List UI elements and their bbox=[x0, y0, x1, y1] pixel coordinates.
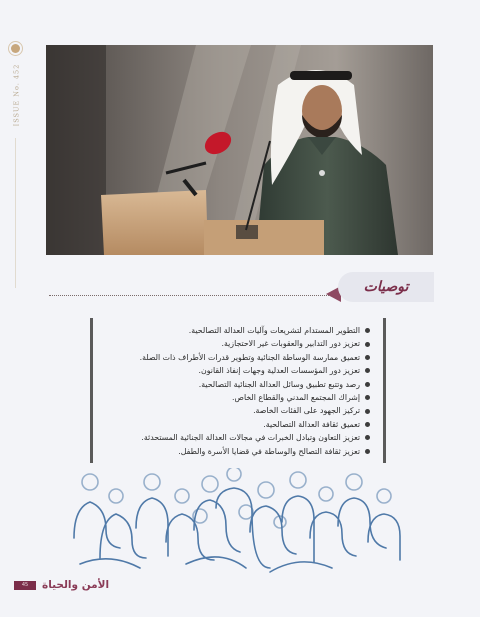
bullet-icon bbox=[365, 368, 370, 373]
speaker-photo bbox=[46, 45, 433, 255]
bullet-icon bbox=[365, 355, 370, 360]
bullet-icon bbox=[365, 422, 370, 427]
bullet-icon bbox=[365, 382, 370, 387]
heading-divider bbox=[49, 295, 329, 296]
bullet-icon bbox=[365, 342, 370, 347]
recommendations-list bbox=[108, 324, 370, 458]
list-item: تعميق ثقافة العدالة التصالحية. bbox=[108, 418, 370, 431]
section-heading bbox=[338, 272, 434, 302]
magazine-name: الأمن والحياة bbox=[42, 579, 110, 591]
bullet-icon bbox=[365, 328, 370, 333]
bullet-icon bbox=[365, 409, 370, 414]
box-right-bar bbox=[383, 318, 386, 463]
bullet-icon bbox=[365, 435, 370, 440]
box-left-bar bbox=[90, 318, 93, 463]
bullet-icon bbox=[365, 449, 370, 454]
recommendations-box bbox=[90, 318, 386, 463]
margin-divider bbox=[15, 138, 16, 288]
list-item: تعزيز دور المؤسسات العدلية وجهات إنفاذ القانون. bbox=[108, 364, 370, 377]
list-item: تركيز الجهود على الفئات الخاصة. bbox=[108, 404, 370, 417]
list-item: تعزيز التعاون وتبادل الخبرات في مجالات العدالة الجنائية المستحدثة. bbox=[108, 431, 370, 444]
list-item: إشراك المجتمع المدني والقطاع الخاص. bbox=[108, 391, 370, 404]
list-item: تعميق ممارسة الوساطة الجنائية وتطوير قدرات الأطراف ذات الصلة. bbox=[108, 351, 370, 364]
page-footer bbox=[14, 578, 109, 592]
list-item: تعزيز دور التدابير والعقوبات غير الاحتجازية. bbox=[108, 337, 370, 350]
list-item: التطوير المستدام لتشريعات وآليات العدالة التصالحية. bbox=[108, 324, 370, 337]
list-item: رصد وتتبع تطبيق وسائل العدالة الجنائية التصالحية. bbox=[108, 378, 370, 391]
issue-label bbox=[4, 60, 28, 130]
bullet-icon bbox=[365, 395, 370, 400]
list-item: تعزيز ثقافة التصالح والوساطة في قضايا الأسرة والطفل. bbox=[108, 445, 370, 458]
magazine-logo-icon bbox=[11, 44, 20, 53]
decorative-people-illustration bbox=[70, 468, 410, 578]
page-number: 45 bbox=[14, 581, 36, 590]
issue-label-text: ISSUE No. 452 bbox=[12, 63, 20, 127]
section-heading-text: توصيات bbox=[363, 279, 409, 295]
